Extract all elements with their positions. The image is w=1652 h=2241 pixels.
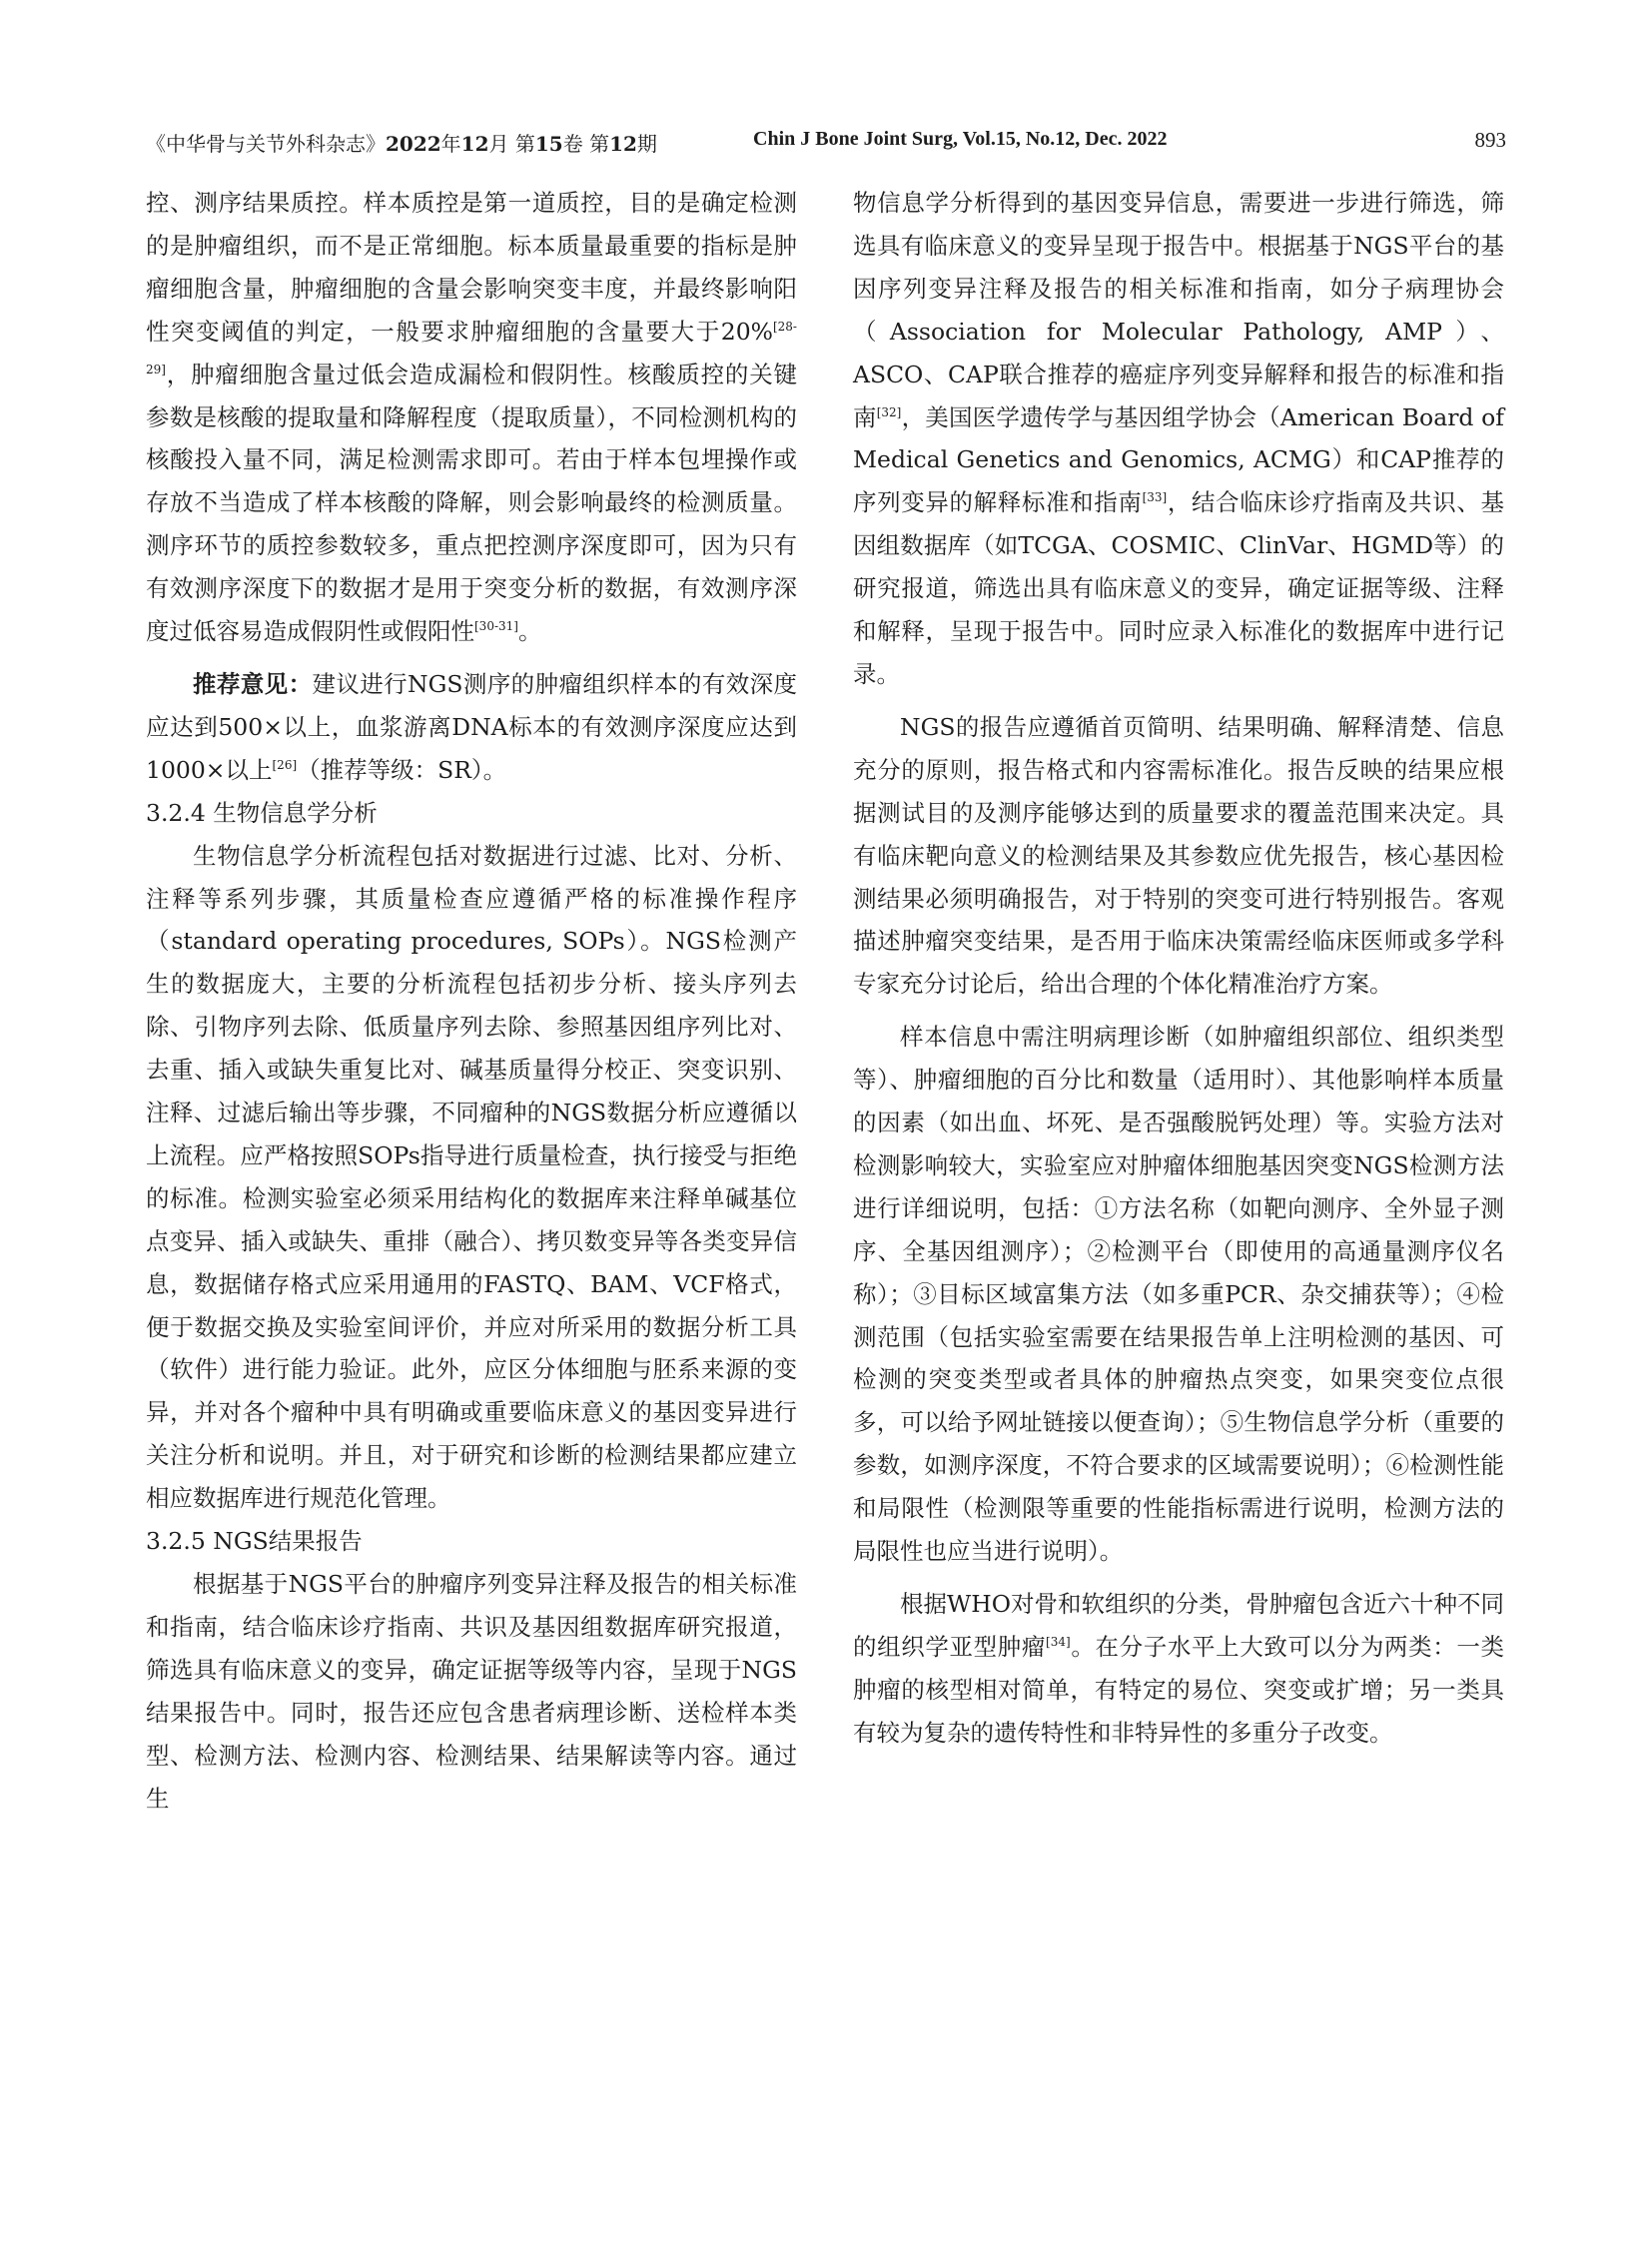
citation-ref: [28-29] bbox=[146, 319, 797, 376]
volume: 15 bbox=[534, 132, 563, 156]
month: 12 bbox=[460, 132, 489, 156]
citation-ref: [34] bbox=[1046, 1634, 1071, 1649]
issue: 12 bbox=[609, 132, 637, 156]
paragraph-ngs-report: 根据基于NGS平台的肿瘤序列变异注释及报告的相关标准和指南，结合临床诊疗指南、共识及基因组数据库研究报道，筛选具有临床意义的变异，确定证据等级等内容，呈现于NGS结果报告中。同时，报告还应包含患者病理诊断、送检样本类型、检测方法、检测内容、检测结果、结果解读等内容。通过生 bbox=[146, 1570, 797, 1813]
journal-name-en: Chin J Bone Joint Surg, Vol.15, No.12, Dec. 2022 bbox=[753, 128, 1168, 150]
right-column bbox=[853, 182, 1504, 1755]
journal-citation: 《中华骨与关节外科杂志》2022年12月 第15卷 第12期 bbox=[146, 132, 657, 156]
section-heading-ngs-report: 3.2.5 NGS结果报告 bbox=[146, 1527, 363, 1556]
paragraph-bioinformatics: 生物信息学分析流程包括对数据进行过滤、比对、分析、注释等系列步骤，其质量检查应遵循严格的标准操作程序（standard operating procedures, SOPs）。NGS检测产生的数据庞大，主要的分析流程包括初步分析、接头序列去除、引物序列去除、低质量序列去除、参照基因组序列比对、去重、插入或缺失重复比对、碱基质量得分校正、突变识别、注释、过滤后输出等步骤，不同瘤种的NGS数据分析应遵循以上流程。应严格按照SOPs指导进行质量检查，执行接受与拒绝的标准。检测实验室必须采用结构化的数据库来注释单碱基位点变异、插入或缺失、重排（融合）、拷贝数变异等各类变异信息，数据储存格式应采用通用的FASTQ、BAM、VCF格式，便于数据交换及实验室间评价，并应对所采用的数据分析工具（软件）进行能力验证。此外，应区分体细胞与胚系来源的变异，并对各个瘤种中具有明确或重要临床意义的基因变异进行关注分析和说明。并且，对于研究和诊断的检测结果都应建立相应数据库进行规范化管理。 bbox=[146, 841, 797, 1513]
page-number: 893 bbox=[1474, 128, 1506, 152]
citation-ref: [32] bbox=[876, 404, 902, 419]
paragraph-recommendation: 推荐意见：建议进行NGS测序的肿瘤组织样本的有效深度应达到500×以上，血浆游离DNA标本的有效测序深度应达到1000×以上[26]（推荐等级：SR）。 bbox=[146, 669, 798, 784]
citation-ref: [26] bbox=[272, 757, 298, 772]
paragraph-bone-tumor-classification: 根据WHO对骨和软组织的分类，骨肿瘤包含近六十种不同的组织学亚型肿瘤[34]。在分子水平上大致可以分为两类：一类肿瘤的核型相对简单，有特定的易位、突变或扩增；另一类具有较为复杂的遗传特性和非特异性的多重分子改变。 bbox=[853, 1590, 1505, 1747]
journal-name-cn: 《中华骨与关节外科杂志》 bbox=[146, 132, 386, 156]
left-column bbox=[146, 182, 797, 1820]
citation-ref: [33] bbox=[1142, 490, 1168, 505]
paragraph-sample-info: 样本信息中需注明病理诊断（如肿瘤组织部位、组织类型等）、肿瘤细胞的百分比和数量（适用时）、其他影响样本质量的因素（如出血、坏死、是否强酸脱钙处理）等。实验方法对检测影响较大，实验室应对肿瘤体细胞基因突变NGS检测方法进行详细说明，包括：①方法名称（如靶向测序、全外显子测序、全基因组测序）；②检测平台（即使用的高通量测序仪名称）；③目标区域富集方法（如多重PCR、杂交捕获等）；④检测范围（包括实验室需要在结果报告单上注明检测的基因、可检测的突变类型或者具体的肿瘤热点突变，如果突变位点很多，可以给予网址链接以便查询）；⑤生物信息学分析（重要的参数，如测序深度，不符合要求的区域需要说明）；⑥检测性能和局限性（检测限等重要的性能指标需进行说明，检测方法的局限性也应当进行说明）。 bbox=[853, 1023, 1504, 1566]
running-header bbox=[0, 128, 1652, 168]
paragraph-quality-control: 控、测序结果质控。样本质控是第一道质控，目的是确定检测的是肿瘤组织，而不是正常细胞。标本质量最重要的指标是肿瘤细胞含量，肿瘤细胞的含量会影响突变丰度，并最终影响阳性突变阈值的判定，一般要求肿瘤细胞的含量要大于20%[28-29]，肿瘤细胞含量过低会造成漏检和假阴性。核酸质控的关键参数是核酸的提取量和降解程度（提取质量），不同检测机构的核酸投入量不同，满足检测需求即可。若由于样本包埋操作或存放不当造成了样本核酸的降解，则会影响最终的检测质量。测序环节的质控参数较多，重点把控测序深度即可，因为只有有效测序深度下的数据才是用于突变分析的数据，有效测序深度过低容易造成假阴性或假阳性[30-31]。 bbox=[146, 189, 797, 646]
citation-ref: [30-31] bbox=[474, 619, 518, 634]
paragraph-variant-screening: 物信息学分析得到的基因变异信息，需要进一步进行筛选，筛选具有临床意义的变异呈现于报告中。根据基于NGS平台的基因序列变异注释及报告的相关标准和指南，如分子病理协会（Association for Molecular Pathology, AMP）、ASCO、CAP联合推荐的癌症序列变异解释和报告的标准和指南[32]，美国医学遗传学与基因组学协会（American Board of Medical Genetics and Genomics, ACMG）和CAP推荐的序列变异的解释标准和指南[33]，结合临床诊疗指南及共识、基因组数据库（如TCGA、COSMIC、ClinVar、HGMD等）的研究报道，筛选出具有临床意义的变异，确定证据等级、注释和解释，呈现于报告中。同时应录入标准化的数据库中进行记录。 bbox=[853, 189, 1505, 688]
section-heading-bioinformatics: 3.2.4 生物信息学分析 bbox=[146, 798, 378, 827]
paragraph-report-principles: NGS的报告应遵循首页简明、结果明确、解释清楚、信息充分的原则，报告格式和内容需标准化。报告反映的结果应根据测试目的及测序能够达到的质量要求的覆盖范围来决定。具有临床靶向意义的检测结果及其参数应优先报告，核心基因检测结果必须明确报告，对于特别的突变可进行特别报告。客观描述肿瘤突变结果，是否用于临床决策需经临床医师或多学科专家充分讨论后，给出合理的个体化精准治疗方案。 bbox=[853, 712, 1504, 999]
year: 2022 bbox=[386, 132, 441, 156]
recommendation-label: 推荐意见： bbox=[193, 669, 313, 698]
